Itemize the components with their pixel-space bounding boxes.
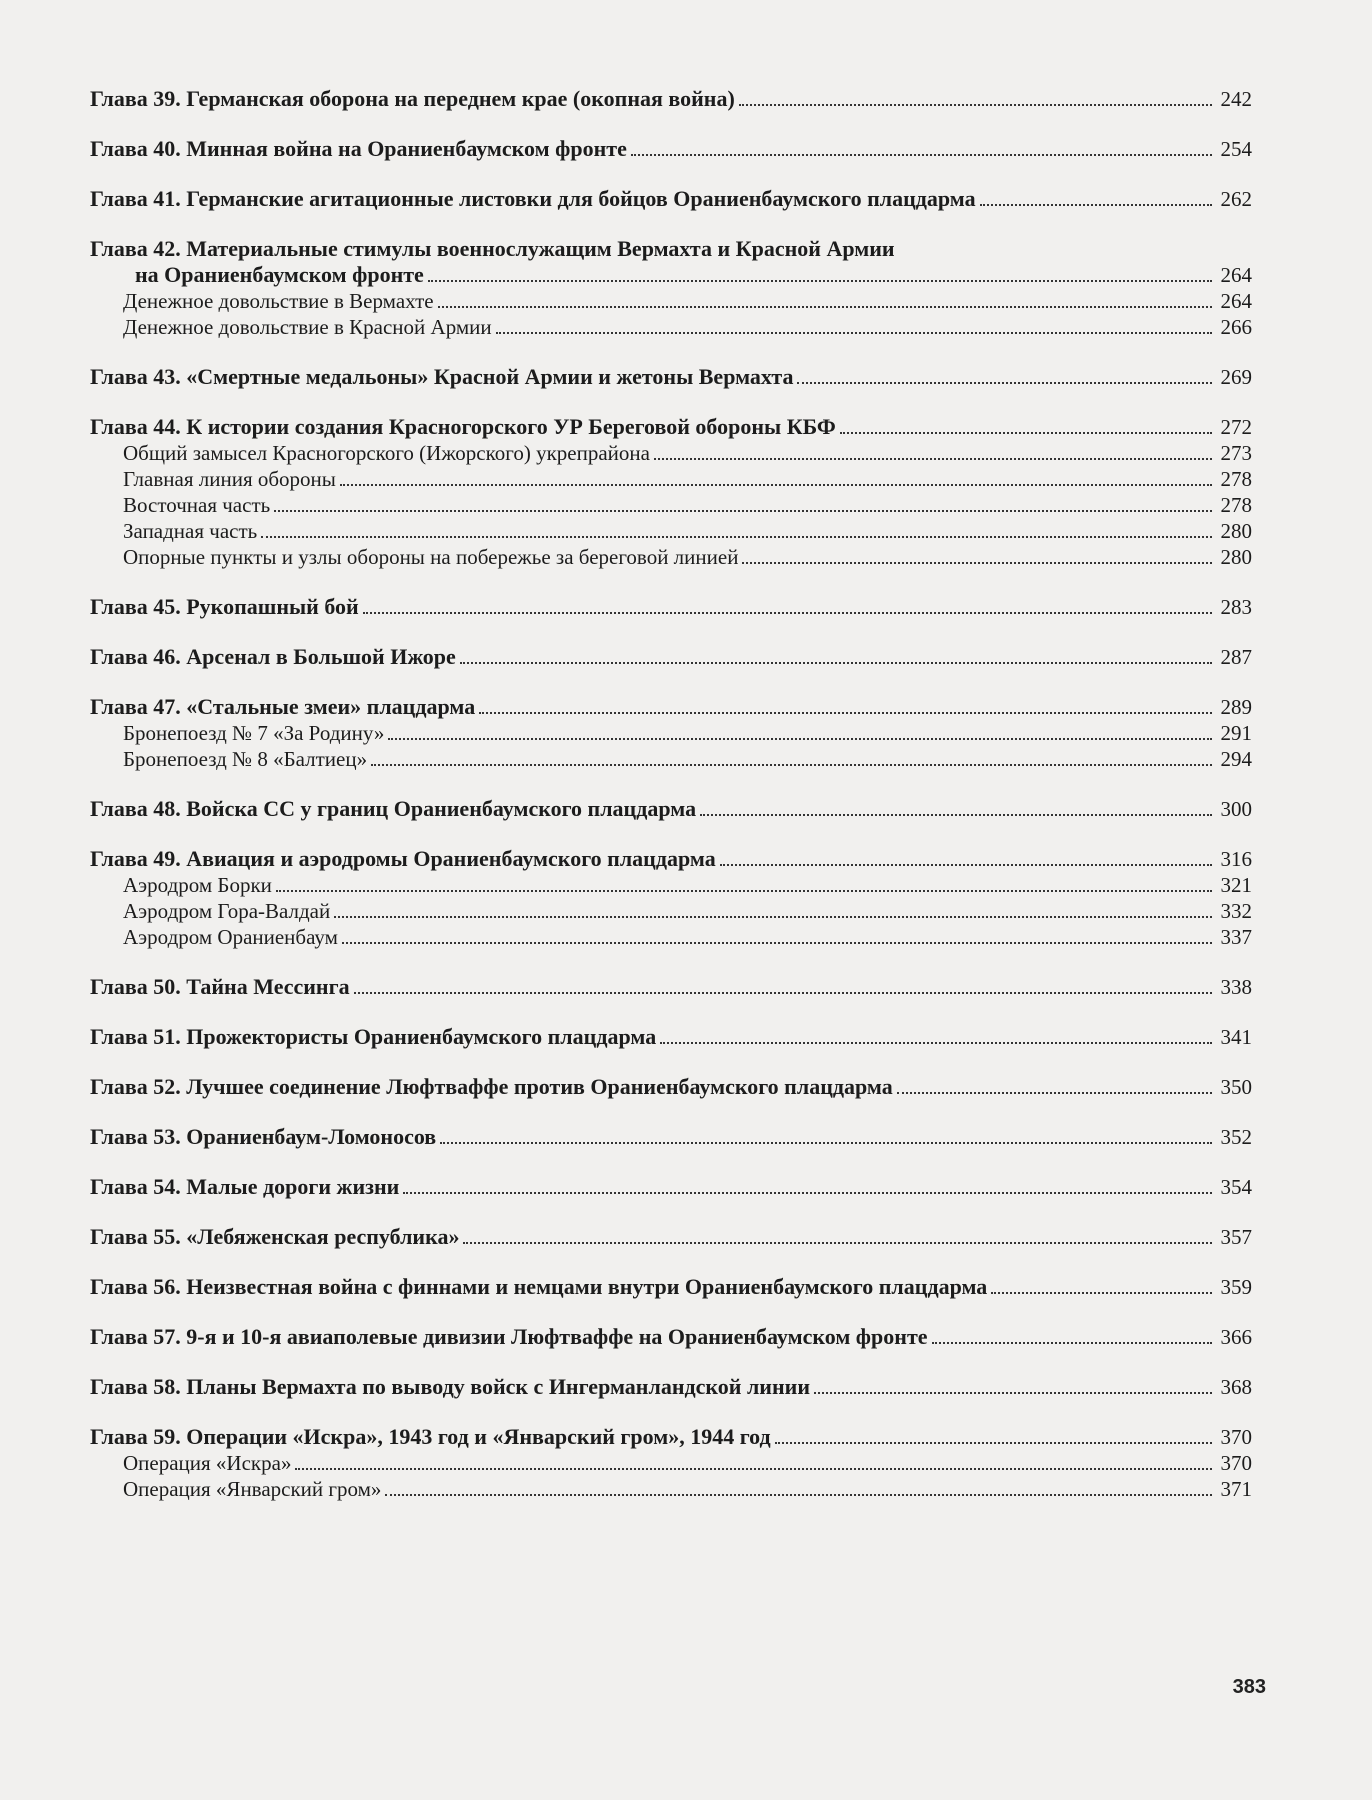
toc-section-row-page-number: 280 bbox=[1220, 519, 1252, 543]
toc-section-row bbox=[90, 1476, 1252, 1502]
toc-chapter-row bbox=[90, 364, 1252, 390]
toc-chapter-row-title: Глава 47. «Стальные змеи» плацдарма bbox=[90, 694, 476, 719]
toc-chapter-row bbox=[90, 414, 1252, 440]
dot-leader bbox=[460, 662, 1212, 664]
toc-section-row-page-number: 264 bbox=[1220, 289, 1252, 313]
toc-section-row-title: Операция «Январский гром» bbox=[123, 1477, 382, 1501]
toc-chapter-row bbox=[90, 1424, 1252, 1450]
toc-section-row-title: Аэродром Борки bbox=[123, 873, 272, 897]
toc-chapter bbox=[90, 974, 1252, 1000]
table-of-contents bbox=[90, 86, 1252, 1526]
toc-chapter-title-line1: Глава 42. Материальные стимулы военнослужащим Вермахта и Красной Армии bbox=[90, 236, 895, 261]
dot-leader bbox=[932, 1342, 1212, 1344]
toc-section-row bbox=[90, 720, 1252, 746]
toc-chapter-row-title: Глава 43. «Смертные медальоны» Красной Армии и жетоны Вермахта bbox=[90, 364, 794, 389]
toc-section-row bbox=[90, 466, 1252, 492]
toc-section-row bbox=[90, 314, 1252, 340]
toc-chapter-row bbox=[90, 186, 1252, 212]
toc-chapter bbox=[90, 86, 1252, 112]
dot-leader bbox=[660, 1042, 1212, 1044]
dot-leader bbox=[654, 458, 1212, 460]
toc-chapter-row-title: Глава 59. Операции «Искра», 1943 год и «Январский гром», 1944 год bbox=[90, 1424, 771, 1449]
toc-chapter-row bbox=[90, 644, 1252, 670]
toc-chapter-row-title: Глава 55. «Лебяженская республика» bbox=[90, 1224, 460, 1249]
toc-chapter-row-title: Глава 57. 9-я и 10-я авиаполевые дивизии Люфтваффе на Ораниенбаумском фронте bbox=[90, 1324, 928, 1349]
toc-chapter bbox=[90, 136, 1252, 162]
toc-chapter-row bbox=[90, 1324, 1252, 1350]
toc-section-row bbox=[90, 924, 1252, 950]
toc-chapter-row-page-number: 350 bbox=[1220, 1075, 1252, 1099]
dot-leader bbox=[496, 332, 1212, 334]
toc-chapter bbox=[90, 236, 1252, 340]
toc-section-row bbox=[90, 544, 1252, 570]
toc-section-row-page-number: 332 bbox=[1220, 899, 1252, 923]
dot-leader bbox=[742, 562, 1212, 564]
toc-chapter bbox=[90, 1174, 1252, 1200]
toc-section-row bbox=[90, 440, 1252, 466]
toc-chapter bbox=[90, 1374, 1252, 1400]
toc-section-row-title: Бронепоезд № 8 «Балтиец» bbox=[123, 747, 368, 771]
toc-chapter-row bbox=[90, 86, 1252, 112]
dot-leader bbox=[700, 814, 1212, 816]
toc-chapter bbox=[90, 1074, 1252, 1100]
toc-chapter bbox=[90, 796, 1252, 822]
dot-leader bbox=[340, 484, 1212, 486]
toc-section-row-page-number: 278 bbox=[1220, 493, 1252, 517]
toc-chapter-row bbox=[90, 1024, 1252, 1050]
toc-section-row-title: Западная часть bbox=[123, 519, 258, 543]
toc-chapter-row-title: Глава 48. Войска СС у границ Ораниенбаумского плацдарма bbox=[90, 796, 697, 821]
toc-chapter-row-title: Глава 53. Ораниенбаум-Ломоносов bbox=[90, 1124, 437, 1149]
dot-leader bbox=[342, 942, 1212, 944]
toc-chapter-row-title: Глава 49. Авиация и аэродромы Ораниенбаумского плацдарма bbox=[90, 846, 716, 871]
toc-chapter-row-title: на Ораниенбаумском фронте bbox=[135, 262, 424, 287]
toc-chapter-row-title: Глава 58. Планы Вермахта по выводу войск с Ингерманландской линии bbox=[90, 1374, 811, 1399]
toc-chapter-row-page-number: 300 bbox=[1220, 797, 1252, 821]
dot-leader bbox=[388, 738, 1212, 740]
toc-chapter-row bbox=[90, 1224, 1252, 1250]
toc-chapter-row bbox=[90, 846, 1252, 872]
toc-section-row-page-number: 371 bbox=[1220, 1477, 1252, 1501]
toc-chapter-row-title: Глава 46. Арсенал в Большой Ижоре bbox=[90, 644, 456, 669]
toc-section-row bbox=[90, 288, 1252, 314]
toc-section-row bbox=[90, 492, 1252, 518]
toc-chapter-row bbox=[90, 1274, 1252, 1300]
toc-section-row bbox=[90, 898, 1252, 924]
toc-chapter-row-page-number: 287 bbox=[1220, 645, 1252, 669]
dot-leader bbox=[479, 712, 1212, 714]
toc-chapter bbox=[90, 414, 1252, 570]
toc-chapter-row-page-number: 272 bbox=[1220, 415, 1252, 439]
toc-chapter-row-title: Глава 40. Минная война на Ораниенбаумском фронте bbox=[90, 136, 627, 161]
dot-leader bbox=[840, 432, 1212, 434]
toc-section-row-page-number: 294 bbox=[1220, 747, 1252, 771]
toc-section-row bbox=[90, 1450, 1252, 1476]
toc-section-row-title: Общий замысел Красногорского (Ижорского) укрепрайона bbox=[123, 441, 650, 465]
toc-chapter-row-page-number: 354 bbox=[1220, 1175, 1252, 1199]
toc-chapter-line bbox=[90, 236, 1252, 262]
toc-section-row-title: Денежное довольствие в Красной Армии bbox=[123, 315, 492, 339]
toc-section-row-title: Аэродром Гора-Валдай bbox=[123, 899, 331, 923]
toc-chapter-row bbox=[90, 974, 1252, 1000]
toc-chapter bbox=[90, 846, 1252, 950]
toc-chapter-row bbox=[90, 1174, 1252, 1200]
toc-section-row-title: Опорные пункты и узлы обороны на побережье за береговой линией bbox=[123, 545, 739, 569]
toc-chapter-row-page-number: 283 bbox=[1220, 595, 1252, 619]
toc-chapter-row-page-number: 264 bbox=[1220, 263, 1252, 287]
dot-leader bbox=[334, 916, 1212, 918]
toc-section-row-page-number: 337 bbox=[1220, 925, 1252, 949]
dot-leader bbox=[814, 1392, 1212, 1394]
toc-chapter-row-title: Глава 41. Германские агитационные листовки для бойцов Ораниенбаумского плацдарма bbox=[90, 186, 976, 211]
toc-chapter bbox=[90, 1274, 1252, 1300]
toc-section-row bbox=[90, 746, 1252, 772]
toc-chapter bbox=[90, 1224, 1252, 1250]
toc-chapter bbox=[90, 1024, 1252, 1050]
toc-chapter bbox=[90, 694, 1252, 772]
toc-chapter-row bbox=[90, 1374, 1252, 1400]
toc-chapter-row-page-number: 262 bbox=[1220, 187, 1252, 211]
toc-chapter-row-page-number: 370 bbox=[1220, 1425, 1252, 1449]
toc-section-row-title: Восточная часть bbox=[123, 493, 271, 517]
toc-chapter-row-title: Глава 39. Германская оборона на переднем крае (окопная война) bbox=[90, 86, 735, 111]
toc-chapter-row bbox=[90, 694, 1252, 720]
dot-leader bbox=[354, 992, 1212, 994]
toc-section-row-page-number: 278 bbox=[1220, 467, 1252, 491]
dot-leader bbox=[463, 1242, 1212, 1244]
toc-section-row-title: Бронепоезд № 7 «За Родину» bbox=[123, 721, 385, 745]
dot-leader bbox=[276, 890, 1212, 892]
toc-chapter-row-title: Глава 44. К истории создания Красногорского УР Береговой обороны КБФ bbox=[90, 414, 836, 439]
dot-leader bbox=[428, 280, 1212, 282]
dot-leader bbox=[991, 1292, 1212, 1294]
toc-section-row-page-number: 280 bbox=[1220, 545, 1252, 569]
toc-section-row bbox=[90, 518, 1252, 544]
toc-section-row-page-number: 370 bbox=[1220, 1451, 1252, 1475]
toc-chapter-row-title: Глава 54. Малые дороги жизни bbox=[90, 1174, 400, 1199]
dot-leader bbox=[720, 864, 1212, 866]
toc-section-row-title: Аэродром Ораниенбаум bbox=[123, 925, 338, 949]
dot-leader bbox=[631, 154, 1212, 156]
toc-section-row-title: Операция «Искра» bbox=[123, 1451, 292, 1475]
toc-chapter bbox=[90, 594, 1252, 620]
toc-chapter-row bbox=[90, 1074, 1252, 1100]
dot-leader bbox=[797, 382, 1212, 384]
toc-chapter bbox=[90, 364, 1252, 390]
toc-chapter-row bbox=[90, 136, 1252, 162]
toc-chapter-row-page-number: 289 bbox=[1220, 695, 1252, 719]
toc-chapter-row-page-number: 254 bbox=[1220, 137, 1252, 161]
toc-chapter-row bbox=[90, 796, 1252, 822]
toc-chapter-row-title: Глава 51. Прожектористы Ораниенбаумского плацдарма bbox=[90, 1024, 657, 1049]
toc-chapter-row bbox=[90, 594, 1252, 620]
dot-leader bbox=[261, 536, 1212, 538]
toc-chapter-row-title: Глава 50. Тайна Мессинга bbox=[90, 974, 350, 999]
dot-leader bbox=[274, 510, 1212, 512]
toc-chapter bbox=[90, 1124, 1252, 1150]
toc-chapter-row-page-number: 316 bbox=[1220, 847, 1252, 871]
toc-chapter bbox=[90, 1424, 1252, 1502]
toc-chapter-row bbox=[90, 262, 1252, 288]
toc-chapter-row-page-number: 366 bbox=[1220, 1325, 1252, 1349]
dot-leader bbox=[980, 204, 1212, 206]
dot-leader bbox=[363, 612, 1212, 614]
dot-leader bbox=[775, 1442, 1212, 1444]
toc-chapter-row-title: Глава 56. Неизвестная война с финнами и немцами внутри Ораниенбаумского плацдарма bbox=[90, 1274, 988, 1299]
page-number: 383 bbox=[1232, 1676, 1266, 1698]
dot-leader bbox=[403, 1192, 1212, 1194]
toc-chapter-row-page-number: 359 bbox=[1220, 1275, 1252, 1299]
dot-leader bbox=[371, 764, 1212, 766]
toc-section-row-title: Главная линия обороны bbox=[123, 467, 336, 491]
toc-section-row-page-number: 273 bbox=[1220, 441, 1252, 465]
toc-chapter-row-title: Глава 45. Рукопашный бой bbox=[90, 594, 359, 619]
toc-chapter bbox=[90, 1324, 1252, 1350]
toc-section-row bbox=[90, 872, 1252, 898]
dot-leader bbox=[440, 1142, 1212, 1144]
toc-chapter-row-page-number: 368 bbox=[1220, 1375, 1252, 1399]
toc-chapter-row-page-number: 269 bbox=[1220, 365, 1252, 389]
toc-chapter-row bbox=[90, 1124, 1252, 1150]
dot-leader bbox=[438, 306, 1212, 308]
toc-section-row-page-number: 266 bbox=[1220, 315, 1252, 339]
dot-leader bbox=[295, 1468, 1212, 1470]
dot-leader bbox=[897, 1092, 1212, 1094]
toc-chapter-row-title: Глава 52. Лучшее соединение Люфтваффе против Ораниенбаумского плацдарма bbox=[90, 1074, 893, 1099]
dot-leader bbox=[385, 1494, 1212, 1496]
toc-section-row-page-number: 321 bbox=[1220, 873, 1252, 897]
toc-chapter bbox=[90, 644, 1252, 670]
toc-chapter-row-page-number: 357 bbox=[1220, 1225, 1252, 1249]
toc-chapter-row-page-number: 242 bbox=[1220, 87, 1252, 111]
toc-section-row-title: Денежное довольствие в Вермахте bbox=[123, 289, 434, 313]
toc-chapter bbox=[90, 186, 1252, 212]
toc-chapter-row-page-number: 341 bbox=[1220, 1025, 1252, 1049]
dot-leader bbox=[739, 104, 1212, 106]
toc-section-row-page-number: 291 bbox=[1220, 721, 1252, 745]
toc-chapter-row-page-number: 352 bbox=[1220, 1125, 1252, 1149]
toc-chapter-row-page-number: 338 bbox=[1220, 975, 1252, 999]
